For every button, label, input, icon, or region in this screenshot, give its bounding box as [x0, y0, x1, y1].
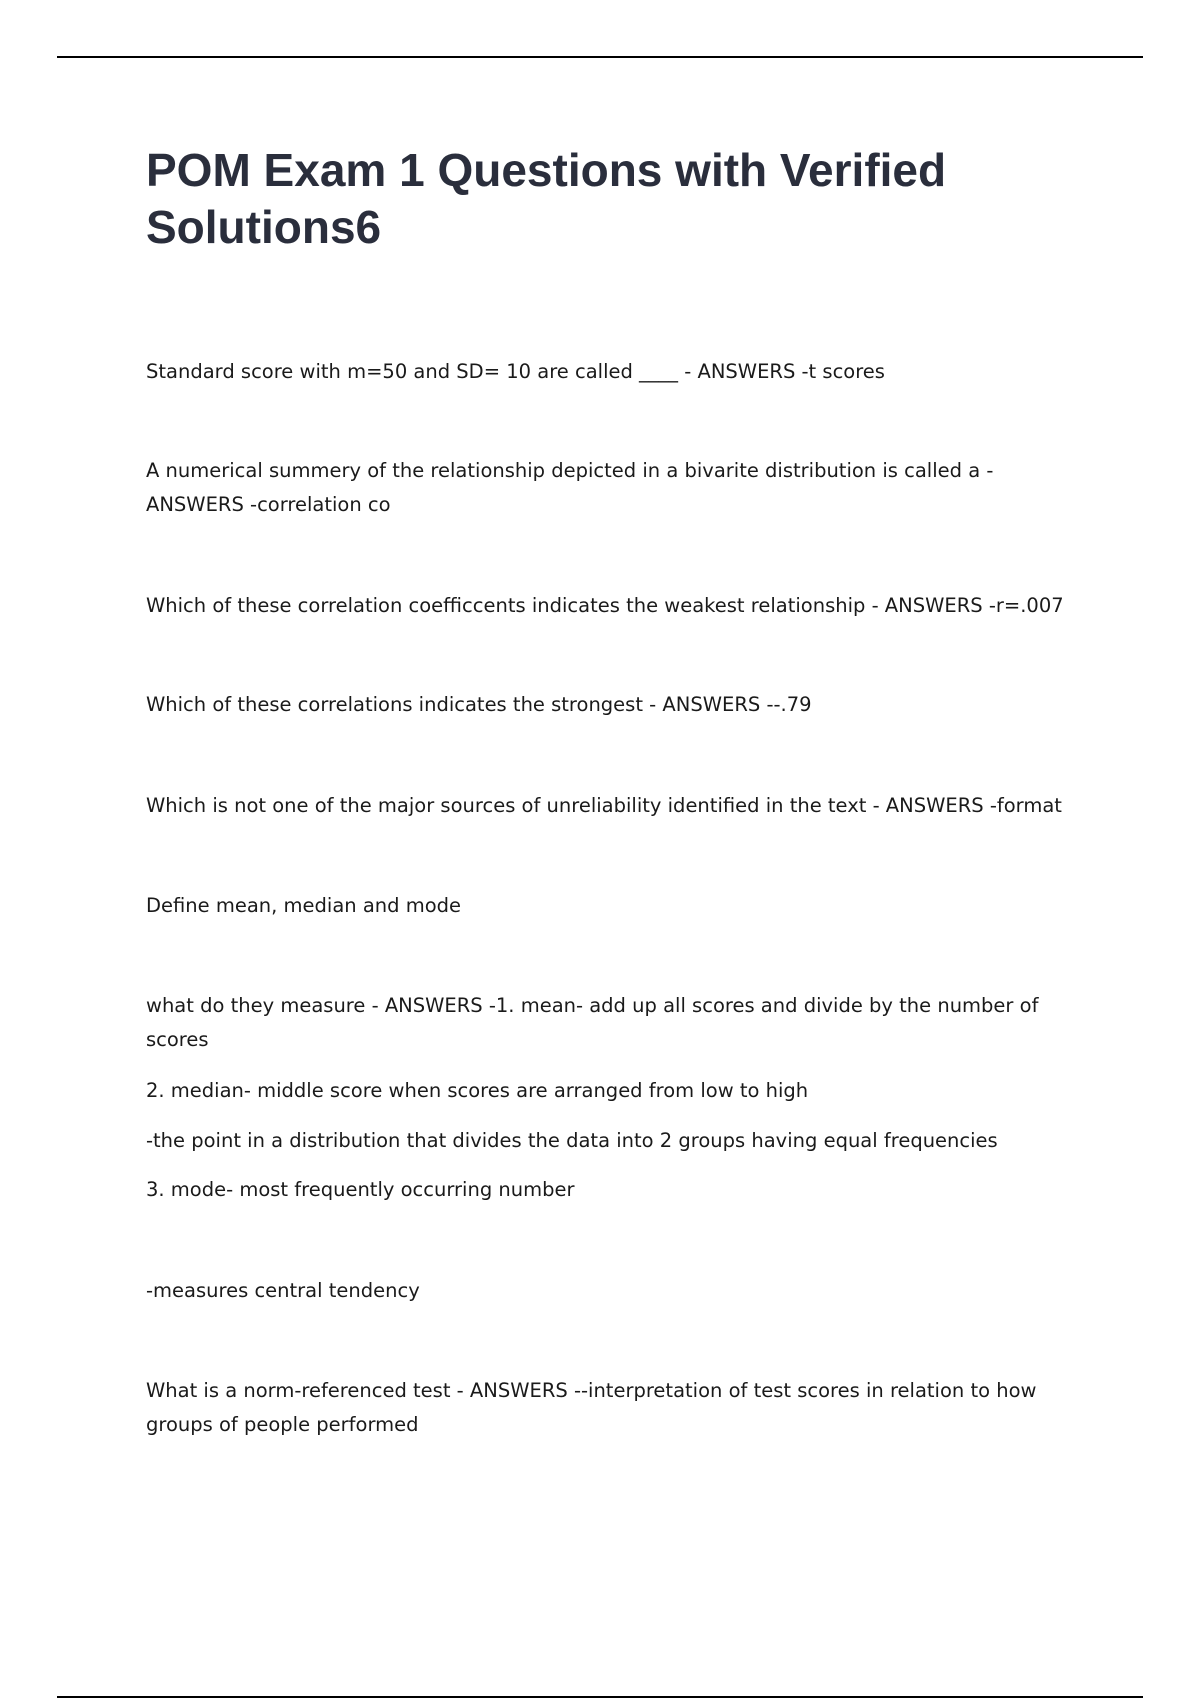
paragraph-mode: 3. mode- most frequently occurring number [146, 1178, 575, 1201]
paragraph-q2: A numerical summery of the relationship depicted in a bivarite distribution is called a - ANSWERS -correlation co [146, 459, 994, 516]
bottom-rule [57, 1696, 1143, 1698]
document-title: POM Exam 1 Questions with Verified Solutions6 [146, 144, 947, 253]
paragraph-median: 2. median- middle score when scores are arranged from low to high [146, 1079, 809, 1102]
paragraph-q3: Which of these correlation coefficcents indicates the weakest relationship - ANSWERS -r=.007 [146, 594, 1064, 617]
paragraph-q4: Which of these correlations indicates the strongest - ANSWERS --.79 [146, 693, 812, 716]
paragraph-q5: Which is not one of the major sources of unreliability identified in the text - ANSWERS -format [146, 794, 1062, 817]
paragraph-q8: What is a norm-referenced test - ANSWERS --interpretation of test scores in relation to how groups of people performed [146, 1379, 1037, 1436]
paragraph-q6: Define mean, median and mode [146, 894, 462, 917]
top-rule [57, 56, 1143, 58]
paragraph-q1: Standard score with m=50 and SD= 10 are called ____ - ANSWERS -t scores [146, 360, 885, 383]
paragraph-q7: what do they measure - ANSWERS -1. mean- add up all scores and divide by the number of scores [146, 994, 1039, 1051]
paragraph-central-tendency: -measures central tendency [146, 1279, 420, 1302]
paragraph-median-detail: -the point in a distribution that divides the data into 2 groups having equal frequencies [146, 1129, 998, 1152]
